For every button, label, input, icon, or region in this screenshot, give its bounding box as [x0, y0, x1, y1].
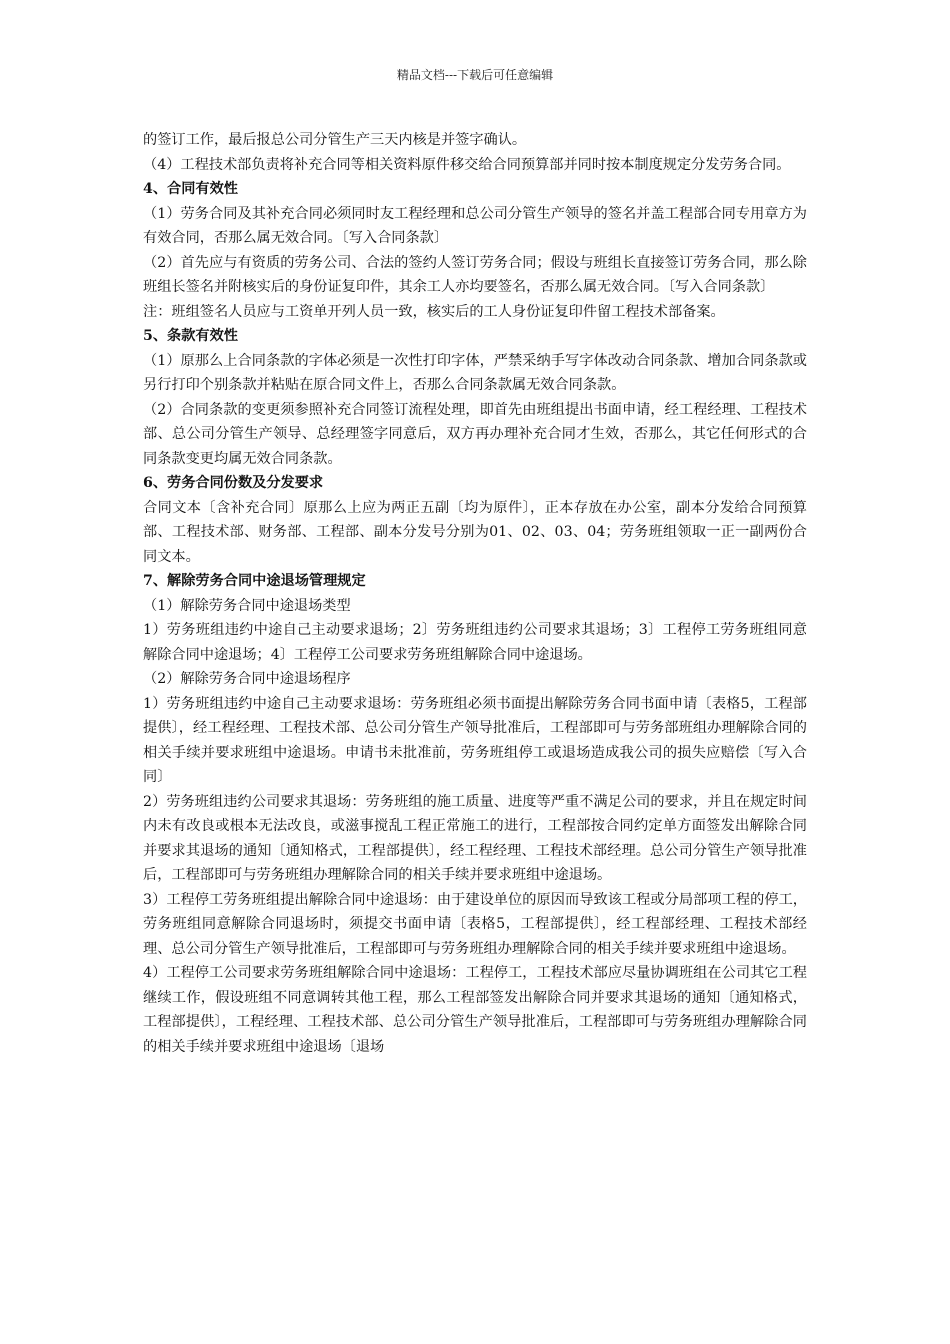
section-heading: 7、解除劳务合同中途退场管理规定 [143, 573, 366, 589]
paragraph: （1）劳务合同及其补充合同必须同时友工程经理和总公司分管生产领导的签名并盖工程部合同专用章方为有效合同，否那么属无效合同。〔写入合同条款〕 [143, 205, 807, 246]
page-header: 精品文档---下载后可任意编辑 [396, 68, 554, 82]
section-heading: 5、条款有效性 [143, 328, 238, 344]
paragraph: （2）合同条款的变更须参照补充合同签订流程处理，即首先由班组提出书面申请，经工程经理、工程技术部、总公司分管生产领导、总经理签字同意后，双方再办理补充合同才生效，否那么，其它任何形式的合同条款变更均属无效合同条款。 [143, 401, 807, 467]
paragraph: 1）劳务班组违约中途自己主动要求退场：劳务班组必须书面提出解除劳务合同书面申请〔表格5，工程部提供〕，经工程经理、工程技术部、总公司分管生产领导批准后，工程部即可与劳务部班组办理解除合同的相关手续并要求班组中途退场。申请书未批准前，劳务班组停工或退场造成我公司的损失应赔偿〔写入合同〕 [143, 695, 807, 785]
paragraph: 的签订工作，最后报总公司分管生产三天内核是并签字确认。 [143, 132, 527, 148]
paragraph: 4）工程停工公司要求劳务班组解除合同中途退场：工程停工，工程技术部应尽量协调班组在公司其它工程继续工作，假设班组不同意调转其他工程，那么工程部签发出解除合同并要求其退场的通知〔通知格式，工程部提供〕，工程经理、工程技术部、总公司分管生产领导批准后，工程部即可与劳务班组办理解除合同的相关手续并要求班组中途退场〔退场 [143, 965, 807, 1055]
paragraph: 2）劳务班组违约公司要求其退场：劳务班组的施工质量、进度等严重不满足公司的要求，并且在规定时间内未有改良或根本无法改良，或滋事搅乱工程正常施工的进行，工程部按合同约定单方面签发出解除合同并要求其退场的通知〔通知格式，工程部提供〕，经工程经理、工程技术部经理。总公司分管生产领导批准后，工程部即可与劳务班组办理解除合同的相关手续并要求班组中途退场。 [143, 793, 807, 883]
document-body [143, 128, 807, 1059]
paragraph: 3）工程停工劳务班组提出解除合同中途退场：由于建设单位的原因而导致该工程或分局部项工程的停工，劳务班组同意解除合同退场时，须提交书面申请〔表格5，工程部提供〕，经工程部经理、工程技术部经理、总公司分管生产领导批准后，工程部即可与劳务班组办理解除合同的相关手续并要求班组中途退场。 [143, 891, 807, 957]
paragraph: （1）原那么上合同条款的字体必须是一次性打印字体，严禁采纳手写字体改动合同条款、增加合同条款或另行打印个别条款并粘贴在原合同文件上，否那么合同条款属无效合同条款。 [143, 352, 807, 393]
paragraph: （2）首先应与有资质的劳务公司、合法的签约人签订劳务合同；假设与班组长直接签订劳务合同，那么除班组长签名并附核实后的身份证复印件，其余工人亦均要签名，否那么属无效合同。〔写入合同条款〕 [143, 254, 807, 295]
paragraph: （2）解除劳务合同中途退场程序 [143, 671, 351, 687]
paragraph: （4）工程技术部负责将补充合同等相关资料原件移交给合同预算部并同时按本制度规定分发劳务合同。 [143, 156, 791, 173]
paragraph: 1）劳务班组违约中途自己主动要求退场；2〕劳务班组违约公司要求其退场；3〕工程停工劳务班组同意解除合同中途退场；4〕工程停工公司要求劳务班组解除合同中途退场。 [143, 622, 807, 663]
paragraph: 注：班组签名人员应与工资单开列人员一致，核实后的工人身份证复印件留工程技术部备案。 [143, 303, 725, 320]
paragraph: 合同文本〔含补充合同〕原那么上应为两正五副〔均为原件〕，正本存放在办公室，副本分发给合同预算部、工程技术部、财务部、工程部、副本分发号分别为01、02、03、04；劳务班组领取一正一副两份合同文本。 [143, 499, 807, 565]
section-heading: 4、合同有效性 [143, 181, 238, 197]
paragraph: （1）解除劳务合同中途退场类型 [143, 597, 351, 614]
section-heading: 6、劳务合同份数及分发要求 [143, 475, 324, 491]
